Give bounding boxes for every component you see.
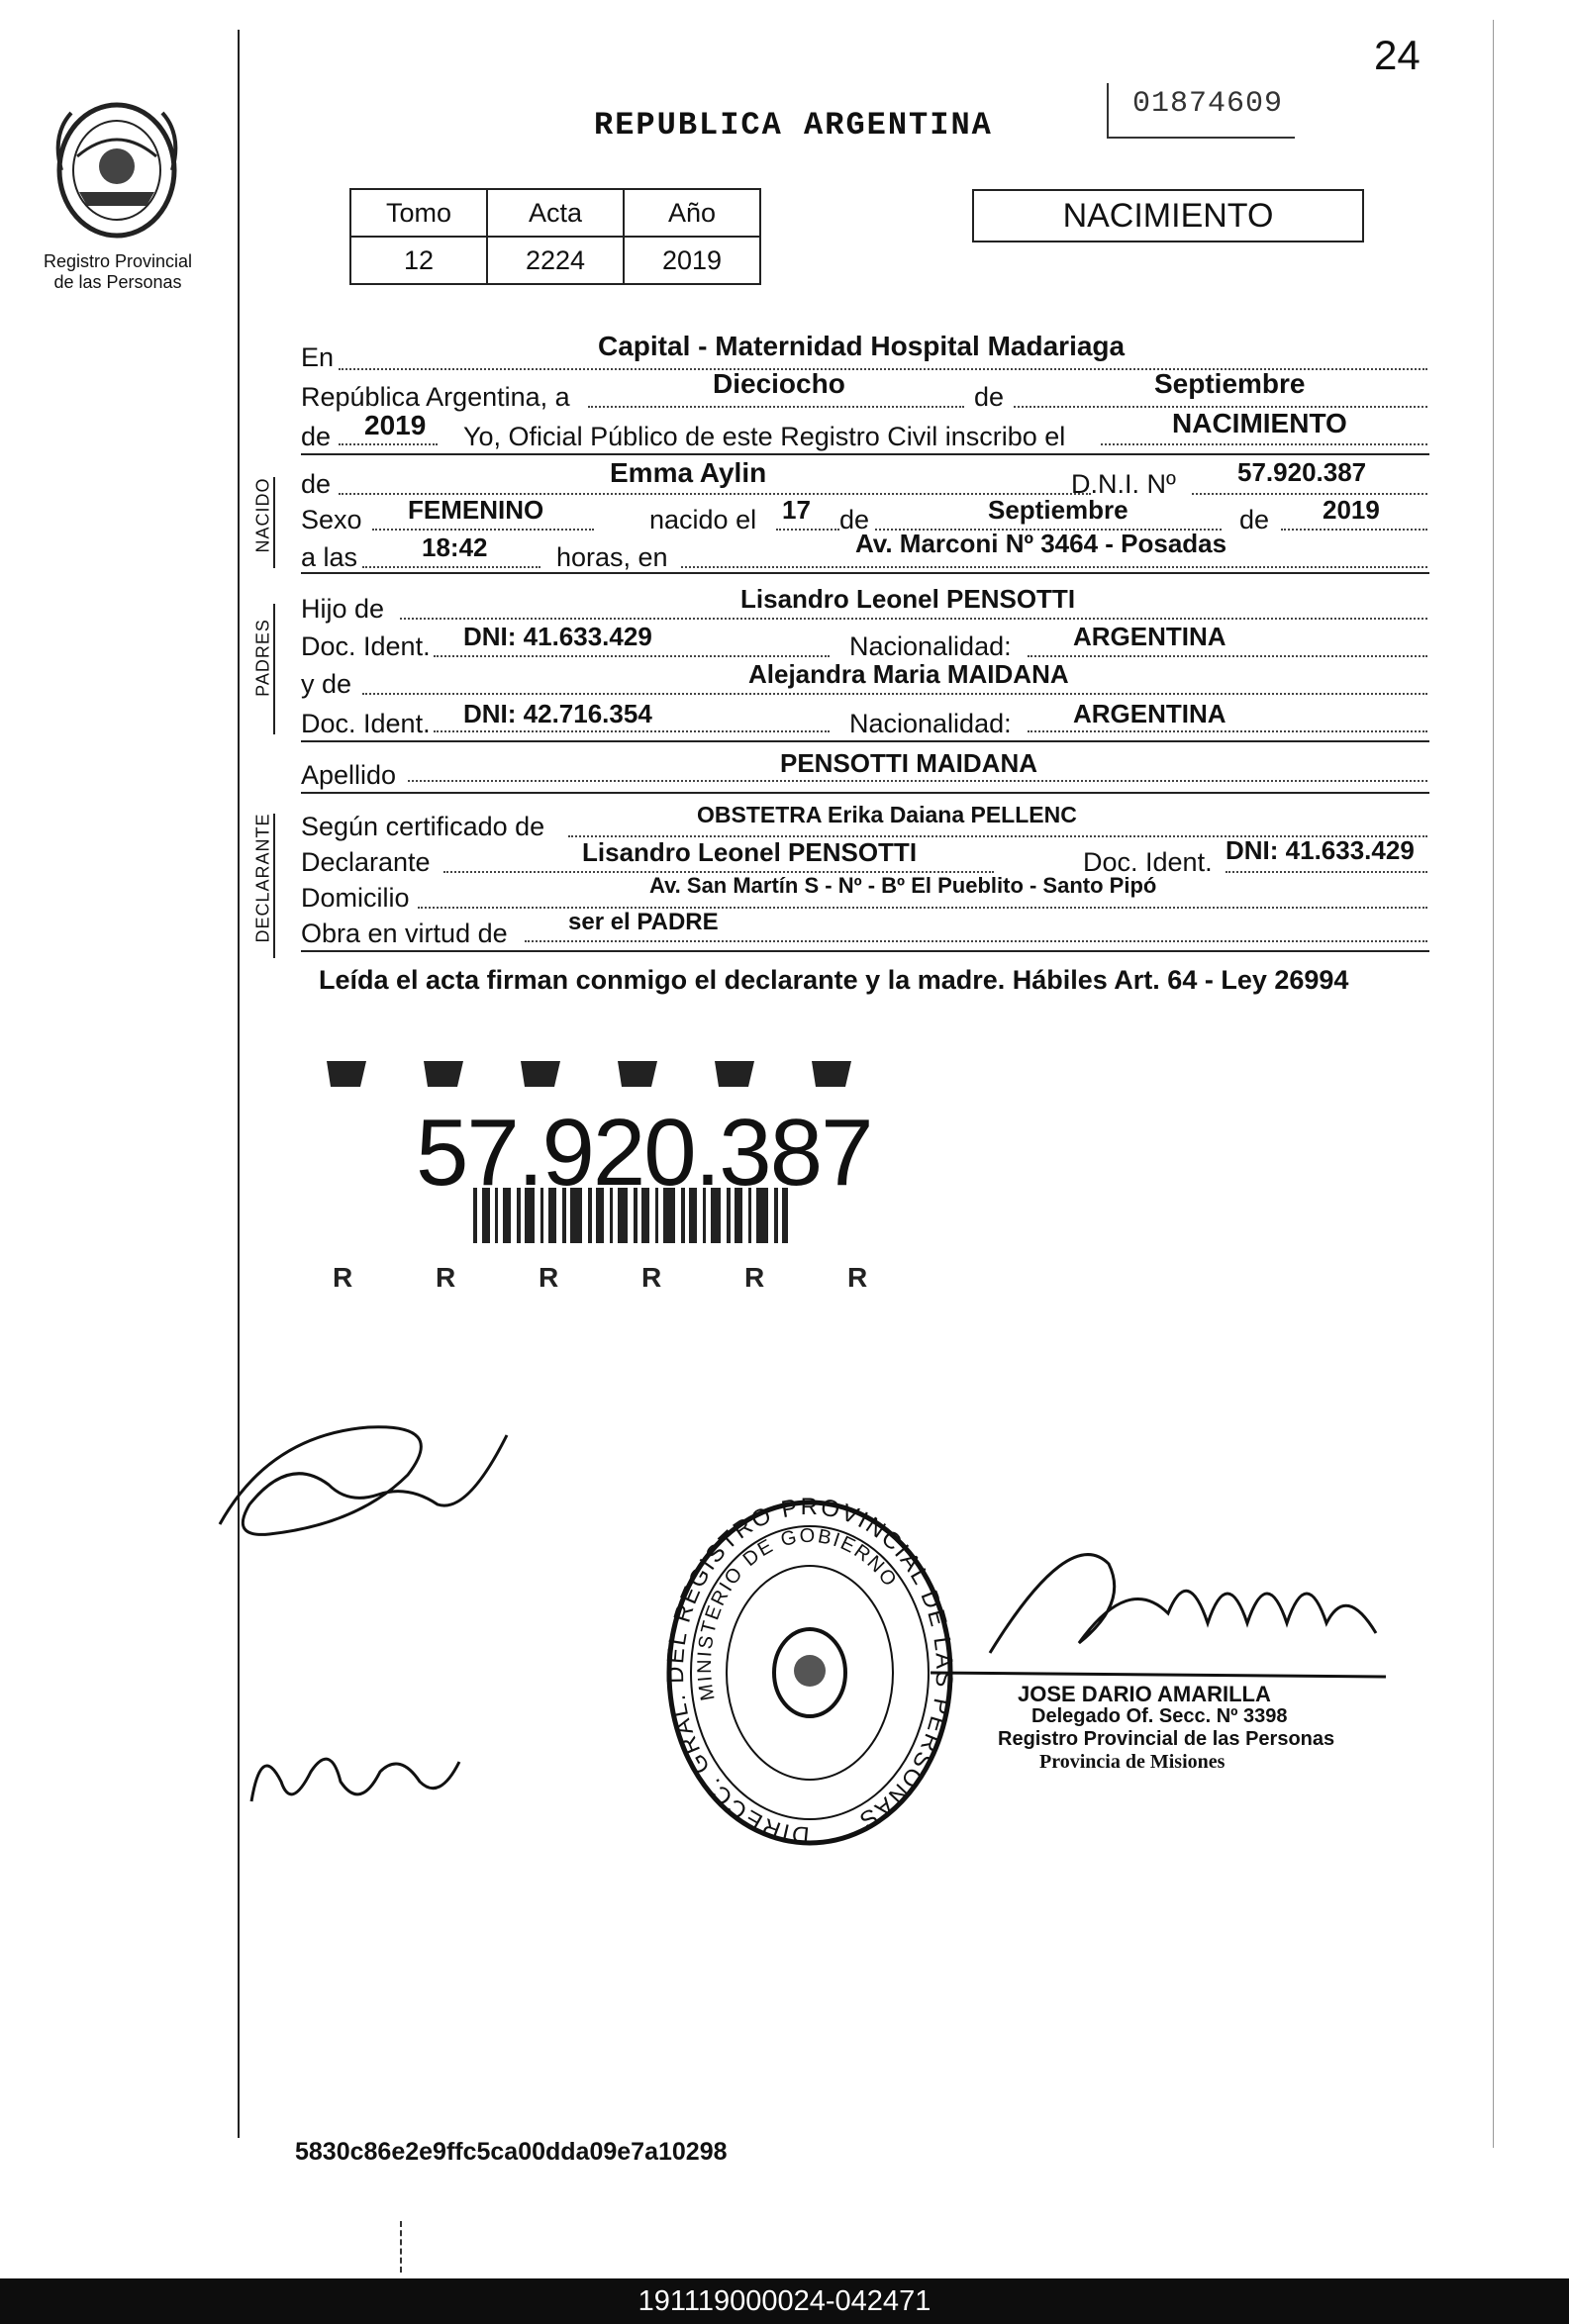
seal-inner-text: MINISTERIO DE GOBIERNO (694, 1524, 902, 1702)
seal-outer-text: DIRECC. GRAL. DEL REGISTRO PROVINCIAL DE LAS PERSONAS (661, 1495, 958, 1849)
declarant-doc: DNI: 41.633.429 (1226, 835, 1415, 865)
sex-label: Sexo (301, 505, 362, 534)
serial-number: 01874609 (1107, 83, 1295, 139)
official-block (998, 1683, 1334, 1774)
register-value-row (350, 237, 760, 284)
svg-text:R: R (436, 1262, 456, 1293)
issuer-caption-line2: de las Personas (53, 272, 182, 292)
surname-value: PENSOTTI MAIDANA (780, 748, 1037, 778)
child-of-label: Hijo de (301, 594, 385, 624)
dni-sticker-number: 57.920.387 (416, 1100, 872, 1206)
doc-label: Doc. Ident. (301, 709, 431, 738)
declarant-role: ser el PADRE (568, 909, 719, 935)
page-number: 24 (1374, 32, 1421, 78)
registrar-statement: Yo, Oficial Público de este Registro Civil inscribo el (463, 422, 1066, 451)
date-row (301, 368, 1569, 414)
official-seal (661, 1495, 958, 1851)
official-registry: Registro Provincial de las Personas (998, 1728, 1335, 1750)
mother-doc-row (301, 699, 1569, 738)
certificate-label: Según certificado de (301, 812, 545, 841)
de-label: de (301, 422, 332, 451)
newborn-time-row (301, 529, 1569, 574)
declarant-label: Declarante (301, 847, 431, 877)
issuer-caption-line1: Registro Provincial (43, 251, 193, 271)
birth-year: 2019 (1323, 495, 1380, 525)
register-header-row (350, 189, 760, 237)
newborn-dni: 57.920.387 (1237, 457, 1367, 487)
closing-note: Leída el acta firman conmigo el declarante y la madre. Hábiles Art. 64 - Ley 26994 (319, 965, 1349, 995)
de-label: de (839, 505, 870, 534)
father-doc: DNI: 41.633.429 (463, 622, 652, 651)
newborn-name: Emma Aylin (610, 457, 767, 488)
certificate-issuer: OBSTETRA Erika Daiana PELLENC (697, 802, 1077, 827)
doc-label: Doc. Ident. (301, 631, 431, 661)
father-row (301, 586, 1569, 626)
register-header: Acta (487, 189, 624, 237)
role-label: Obra en virtud de (301, 919, 508, 948)
document-hash: 5830c86e2e9ffc5ca00dda09e7a10298 (295, 2138, 728, 2166)
section-parents-label: PADRES (252, 619, 273, 697)
registration-day: Dieciocho (713, 368, 845, 399)
svg-text:R: R (539, 1262, 559, 1293)
issuer-caption (24, 251, 212, 293)
hours-label: horas, en (556, 542, 668, 572)
surname-row (301, 748, 1569, 788)
section-born-label: NACIDO (252, 477, 273, 553)
mother-row (301, 661, 1569, 701)
left-margin-rule (238, 30, 240, 2138)
doc-label: Doc. Ident. (1083, 847, 1213, 877)
mother-name: Alejandra Maria MAIDANA (748, 659, 1069, 689)
registered-event: NACIMIENTO (1172, 408, 1347, 438)
section-declarant-label: DECLARANTE (252, 813, 273, 943)
registration-year: 2019 (364, 410, 427, 440)
domicile-label: Domicilio (301, 883, 410, 913)
svg-text:R: R (744, 1262, 765, 1293)
nationality-label: Nacionalidad: (849, 631, 1012, 661)
record-type-box: NACIMIENTO (972, 189, 1364, 242)
de-label: de (974, 382, 1005, 412)
place-row (301, 331, 1569, 376)
svg-text:R: R (641, 1262, 662, 1293)
register-value: 2224 (487, 237, 624, 284)
document-title: REPUBLICA ARGENTINA (594, 107, 993, 144)
father-doc-row (301, 624, 1569, 663)
father-nationality: ARGENTINA (1073, 622, 1226, 651)
registration-month: Septiembre (1154, 368, 1306, 399)
time-label: a las (301, 542, 358, 572)
role-row (301, 909, 1569, 948)
de-label: de (1239, 505, 1270, 534)
surname-label: Apellido (301, 760, 397, 790)
and-of-label: y de (301, 669, 352, 699)
mother-nationality: ARGENTINA (1073, 699, 1226, 728)
country-label: República Argentina, a (301, 382, 570, 412)
declarant-name: Lisandro Leonel PENSOTTI (582, 837, 918, 867)
register-header: Año (624, 189, 760, 237)
nationality-label: Nacionalidad: (849, 709, 1012, 738)
svg-text:R: R (333, 1262, 353, 1293)
mother-doc: DNI: 42.716.354 (463, 699, 652, 728)
official-name: JOSE DARIO AMARILLA (1018, 1682, 1271, 1706)
birth-month: Septiembre (988, 495, 1128, 525)
dni-label: D.N.I. Nº (1071, 469, 1176, 499)
official-title: Delegado Of. Secc. Nº 3398 (1031, 1705, 1288, 1727)
birth-day: 17 (782, 495, 811, 525)
official-province: Provincia de Misiones (1039, 1751, 1226, 1773)
official-signature (931, 1504, 1406, 1702)
father-name: Lisandro Leonel PENSOTTI (740, 584, 1076, 614)
place-value: Capital - Maternidad Hospital Madariaga (598, 331, 1126, 361)
born-label: nacido el (649, 505, 757, 534)
register-value: 2019 (624, 237, 760, 284)
svg-text:R: R (847, 1262, 868, 1293)
year-row (301, 408, 1569, 451)
newborn-sex: FEMENINO (408, 495, 544, 525)
register-value: 12 (350, 237, 487, 284)
signature-scribble (242, 1722, 469, 1821)
register-header: Tomo (350, 189, 487, 237)
declarant-address: Av. San Martín S - Nº - Bº El Pueblito - Santo Pipó (649, 873, 1157, 898)
de-label: de (301, 469, 332, 499)
birth-time: 18:42 (422, 533, 488, 562)
signature-scribble (210, 1396, 517, 1544)
register-table (349, 188, 761, 285)
birth-address: Av. Marconi Nº 3464 - Posadas (855, 529, 1227, 558)
place-label: En (301, 342, 335, 372)
province-crest-logo (48, 95, 186, 243)
footer-id-bar: 191119000024-042471 (0, 2278, 1569, 2324)
